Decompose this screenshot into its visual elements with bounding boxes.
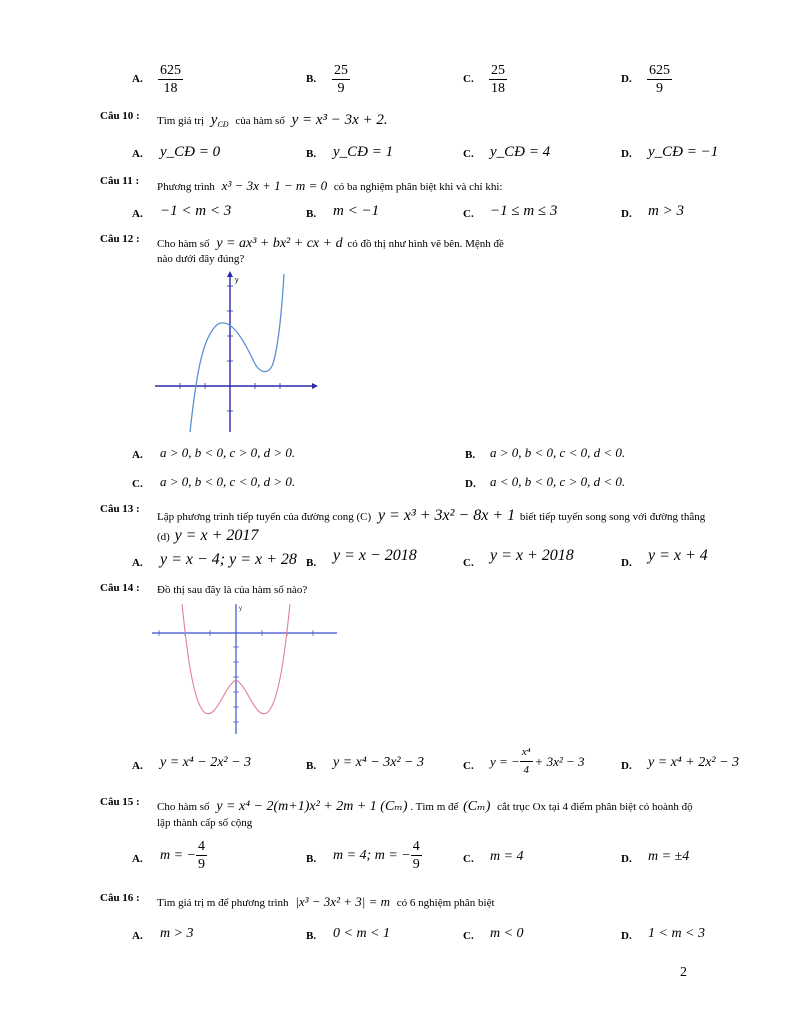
q12-number: Câu 12 : — [100, 233, 140, 245]
q14-option-c — [490, 744, 585, 779]
q10-option-d-label: D. — [621, 148, 632, 160]
q15-option-c-label: C. — [463, 853, 474, 865]
q15-stem-line2: lập thành cấp số cộng — [157, 817, 253, 829]
q10-stem-ycd: y — [210, 112, 218, 128]
q14-option-c-prefix: y = − — [490, 753, 520, 769]
q11-option-c: −1 ≤ m ≤ 3 — [490, 203, 558, 219]
q14-c-denominator: 4 — [523, 764, 529, 776]
q9-a-numerator: 625 — [160, 63, 181, 78]
q9-a-denominator: 18 — [163, 81, 178, 96]
q9-d-denominator: 9 — [656, 81, 663, 96]
q12-cubic-curve — [190, 274, 284, 432]
q9-b-denominator: 9 — [337, 81, 345, 96]
q9-option-b-label: B. — [306, 73, 317, 85]
q13-stem-line-d: y = x + 2017 — [174, 527, 259, 544]
page-number: 2 — [680, 965, 687, 980]
q11-stem-text-b: có ba nghiệm phân biệt khi và chỉ khi: — [333, 181, 503, 193]
q13-stem-line2 — [157, 527, 258, 545]
q14-option-c-label: C. — [463, 760, 474, 772]
q15-b-numerator: 4 — [412, 839, 420, 854]
q11-option-d: m > 3 — [648, 203, 684, 219]
q13-stem-curve: y = x³ + 3x² − 8x + 1 — [377, 507, 516, 524]
q13-stem-text-b: biết tiếp tuyến song song với đường thẳng — [519, 511, 706, 523]
q16-stem-text-b: có 6 nghiệm phân biệt — [396, 897, 495, 909]
q13-number: Câu 13 : — [100, 503, 140, 515]
q14-option-d: y = x⁴ + 2x² − 3 — [648, 755, 740, 770]
q12-y-axis-label: y — [235, 277, 239, 284]
q9-option-a-label: A. — [132, 73, 143, 85]
q13-option-c-label: C. — [463, 557, 474, 569]
q12-option-a-label: A. — [132, 449, 143, 461]
q12-option-c-label: C. — [132, 478, 143, 490]
q15-option-d: m = ±4 — [648, 849, 690, 864]
q15-stem-text-c: cắt trục Ox tại 4 điểm phân biệt có hoành độ — [497, 801, 693, 813]
q16-stem — [157, 894, 495, 910]
q16-stem-equation: |x³ − 3x² + 3| = m — [295, 894, 390, 909]
q14-option-d-label: D. — [621, 760, 632, 772]
q10-stem-text-a: Tìm giá trị — [157, 115, 205, 127]
q12-option-d-label: D. — [465, 478, 476, 490]
q15-option-a-prefix: m = − — [160, 847, 197, 863]
q14-number: Câu 14 : — [100, 582, 140, 594]
q10-option-c-label: C. — [463, 148, 474, 160]
q14-option-b: y = x⁴ − 3x² − 3 — [333, 755, 425, 770]
q15-option-a-label: A. — [132, 853, 143, 865]
q11-option-a: −1 < m < 3 — [160, 203, 232, 219]
q15-option-b — [333, 838, 422, 873]
q15-stem-function: y = x⁴ − 2(m+1)x² + 2m + 1 (Cₘ) — [216, 799, 408, 814]
q16-option-a: m > 3 — [160, 926, 194, 941]
q10-number: Câu 10 : — [100, 110, 140, 122]
q10-option-c: y_CĐ = 4 — [490, 144, 551, 160]
q12-x-axis-arrow — [312, 383, 318, 389]
q11-option-a-label: A. — [132, 208, 143, 220]
q14-option-a-label: A. — [132, 760, 143, 772]
q11-stem — [157, 178, 502, 194]
q11-option-d-label: D. — [621, 208, 632, 220]
q15-option-a — [160, 838, 207, 873]
q10-option-a: y_CĐ = 0 — [160, 144, 221, 160]
q12-option-b-label: B. — [465, 449, 476, 461]
q15-a-numerator: 4 — [198, 839, 206, 854]
q12-stem-line1 — [157, 236, 504, 252]
q9-option-b-fraction — [332, 62, 350, 97]
q12-option-c: a > 0, b < 0, c < 0, d > 0. — [160, 474, 296, 489]
q9-option-c-label: C. — [463, 73, 474, 85]
q10-stem-ycd-sub: CĐ — [217, 120, 229, 130]
q15-stem-line1 — [157, 798, 693, 815]
q16-option-b: 0 < m < 1 — [333, 926, 391, 941]
q13-option-a: y = x − 4; y = x + 28 — [160, 551, 297, 568]
q12-stem-text-b: có đồ thị như hình vẽ bên. Mệnh đề — [347, 238, 504, 250]
q11-number: Câu 11 : — [100, 175, 140, 187]
q16-option-d-label: D. — [621, 930, 632, 942]
q15-option-b-fraction — [411, 838, 422, 873]
q12-stem-line2: nào dưới đây đúng? — [157, 253, 245, 265]
q13-option-c: y = x + 2018 — [490, 547, 574, 564]
q13-option-d: y = x + 4 — [648, 547, 708, 564]
q9-b-numerator: 25 — [334, 63, 348, 78]
q16-stem-text-a: Tìm giá trị m để phương trình — [157, 897, 289, 909]
q13-option-d-label: D. — [621, 557, 632, 569]
q10-stem-function: y = x³ − 3x + 2. — [291, 112, 388, 128]
q13-option-b: y = x − 2018 — [333, 547, 417, 564]
q15-stem-text-b: . Tìm m để — [410, 801, 459, 813]
q9-option-a-fraction — [158, 62, 183, 97]
q10-option-b-label: B. — [306, 148, 317, 160]
q12-option-a: a > 0, b < 0, c > 0, d > 0. — [160, 445, 296, 460]
q16-number: Câu 16 : — [100, 892, 140, 904]
q14-c-numerator: x⁴ — [520, 744, 533, 762]
q16-option-d: 1 < m < 3 — [648, 926, 706, 941]
q10-option-d: y_CĐ = −1 — [648, 144, 719, 160]
q13-option-b-label: B. — [306, 557, 317, 569]
q16-option-a-label: A. — [132, 930, 143, 942]
q13-stem-text-c: (d) — [157, 531, 170, 543]
q12-cubic-graph — [150, 268, 320, 436]
q15-stem-text-a: Cho hàm số — [157, 801, 210, 813]
q14-option-c-fraction — [520, 744, 533, 779]
q15-number: Câu 15 : — [100, 796, 140, 808]
q14-quartic-graph — [152, 602, 338, 734]
q13-stem-text-a: Lập phương trình tiếp tuyến của đường cong (C) — [157, 511, 372, 523]
q9-c-denominator: 18 — [491, 81, 505, 96]
q15-option-b-prefix: m = 4; m = − — [333, 847, 411, 863]
q12-stem-function: y = ax³ + bx² + cx + d — [216, 236, 343, 251]
q11-option-c-label: C. — [463, 208, 474, 220]
q10-option-a-label: A. — [132, 148, 143, 160]
q11-option-b: m < −1 — [333, 203, 380, 219]
q12-y-axis-arrow — [227, 271, 233, 277]
q15-option-b-label: B. — [306, 853, 317, 865]
q9-option-d-fraction — [647, 62, 672, 97]
q15-a-denominator: 9 — [198, 857, 206, 872]
q15-b-denominator: 9 — [412, 857, 420, 872]
q11-option-b-label: B. — [306, 208, 317, 220]
q14-stem: Đồ thị sau đây là của hàm số nào? — [157, 584, 308, 596]
q11-stem-text-a: Phương trình — [157, 181, 215, 193]
q15-stem-cm: (Cₘ) — [463, 799, 491, 814]
q12-stem-text-a: Cho hàm số — [157, 238, 210, 250]
q12-option-d: a < 0, b < 0, c > 0, d < 0. — [490, 474, 626, 489]
q9-option-c-fraction — [489, 62, 507, 97]
q9-c-numerator: 25 — [491, 63, 505, 78]
q13-stem-line1 — [157, 507, 705, 525]
q14-option-c-suffix: + 3x² − 3 — [534, 753, 585, 769]
q14-option-b-label: B. — [306, 760, 317, 772]
q10-option-b: y_CĐ = 1 — [333, 144, 394, 160]
q11-stem-equation: x³ − 3x + 1 − m = 0 — [221, 178, 328, 193]
q12-option-b: a > 0, b < 0, c < 0, d < 0. — [490, 445, 626, 460]
q15-option-d-label: D. — [621, 853, 632, 865]
q9-option-d-label: D. — [621, 73, 632, 85]
q14-option-a: y = x⁴ − 2x² − 3 — [160, 755, 252, 770]
q10-stem — [157, 112, 388, 129]
q16-option-c-label: C. — [463, 930, 474, 942]
q16-option-b-label: B. — [306, 930, 317, 942]
q13-option-a-label: A. — [132, 557, 143, 569]
q15-option-a-fraction — [196, 838, 207, 873]
q9-d-numerator: 625 — [649, 63, 670, 78]
q15-option-c: m = 4 — [490, 849, 524, 864]
q10-stem-text-b: của hàm số — [235, 115, 285, 127]
q14-y-axis-label: y — [239, 606, 242, 612]
q16-option-c: m < 0 — [490, 926, 524, 941]
